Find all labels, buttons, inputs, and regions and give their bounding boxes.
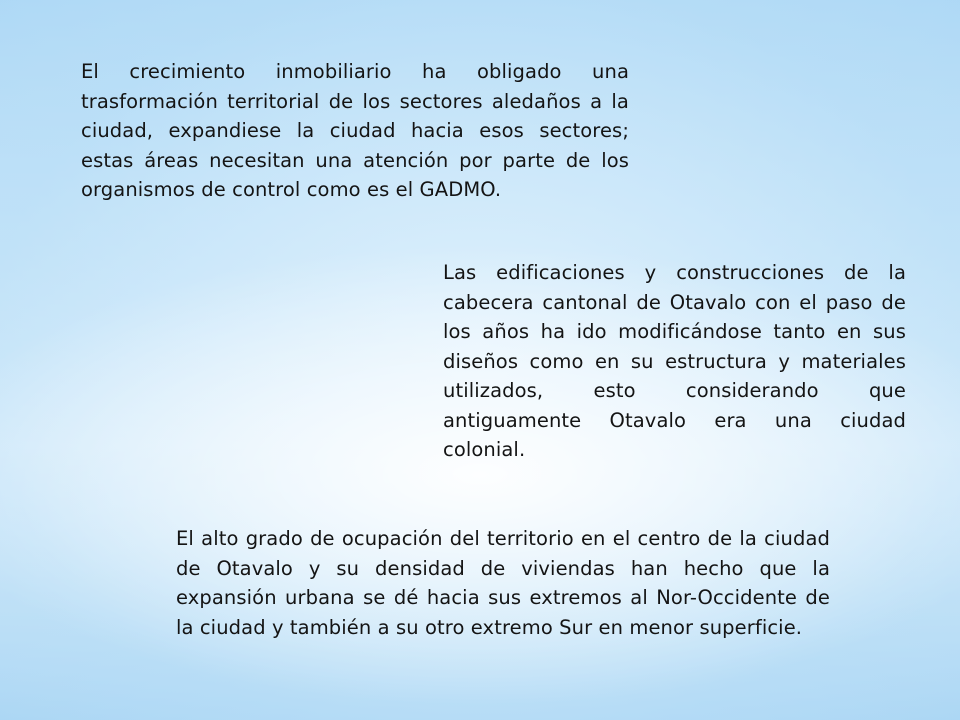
paragraph-crecimiento-inmobiliario: El crecimiento inmobiliario ha obligado una trasformación territorial de los sectores aledaños a la ciudad, expandiese la ciudad hacia esos sectores; estas áreas necesitan una atención por parte de los organismos de control como es el GADMO. <box>81 60 629 201</box>
paragraph-ocupacion-territorio: El alto grado de ocupación del territorio en el centro de la ciudad de Otavalo y su densidad de viviendas han hecho que la expansión urbana se dé hacia sus extremos al Nor-Occidente de la ciudad y también a su otro extremo Sur en menor superficie. <box>176 527 830 639</box>
paragraph-edificaciones-otavalo: Las edificaciones y construcciones de la cabecera cantonal de Otavalo con el paso de los años ha ido modificándose tanto en sus diseños como en su estructura y materiales utilizados, esto considerando que antiguamente Otavalo era una ciudad colonial. <box>443 261 906 461</box>
